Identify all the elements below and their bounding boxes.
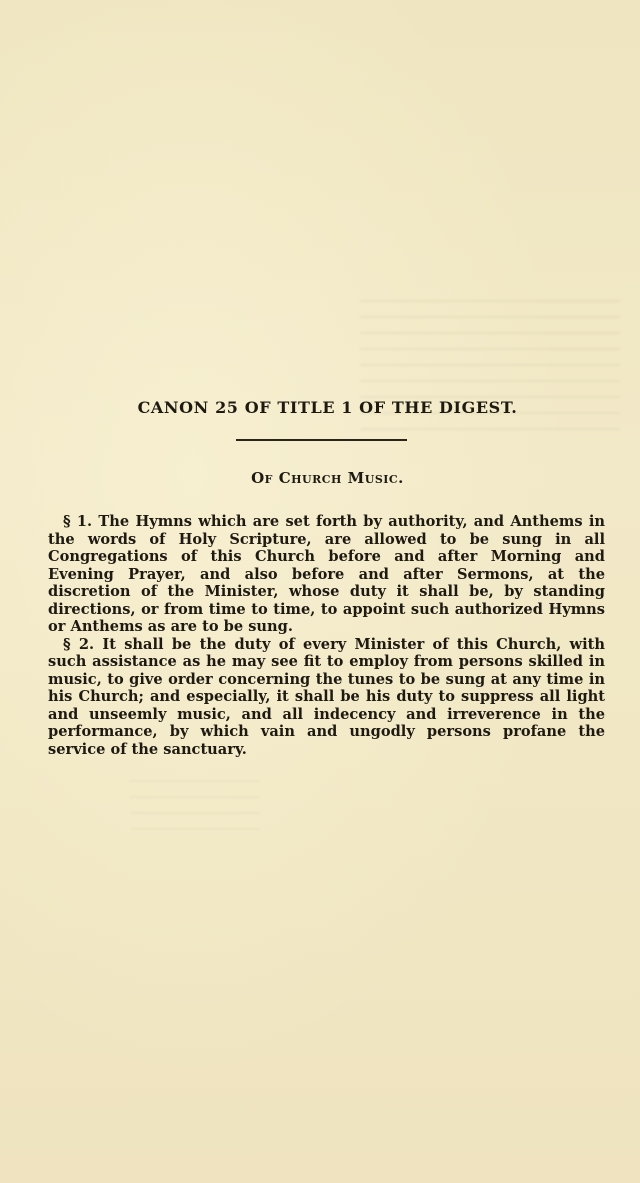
canon-body [48,513,605,758]
show-through-text-lower [130,780,260,830]
section-mark-2: § 2. [63,635,95,653]
paragraph-1 [48,513,605,636]
section-subheading: Of Church Music. [251,469,404,487]
section-mark-1: § 1. [63,513,93,530]
paragraph-1-text: The Hymns which are set forth by authority, and Anthems in the words of Holy Scripture, are allowed to be sung in all Congregations of this Church before and after Morning and Evening Prayer, and also before and after Sermons, at the discretion of the Minister, whose duty it shall be, by standing directions, or from time to time, to appoint such authorized Hymns or Anthems as are to be sung. [48,513,605,635]
canon-heading: CANON 25 OF TITLE 1 OF THE DIGEST. [137,398,518,417]
heading-divider-rule [236,439,407,441]
paragraph-2 [48,636,605,759]
paragraph-2-text: It shall be the duty of every Minister of this Church, with such assistance as he may see fit to employ from persons skilled in music, to give order concerning the tunes to be sung at any time in his Church; and especially, it shall be his duty to suppress all light and unseemly music, and all indecency and irreverence in the performance, by which vain and ungodly persons profane the service of the sanctuary. [48,635,605,758]
